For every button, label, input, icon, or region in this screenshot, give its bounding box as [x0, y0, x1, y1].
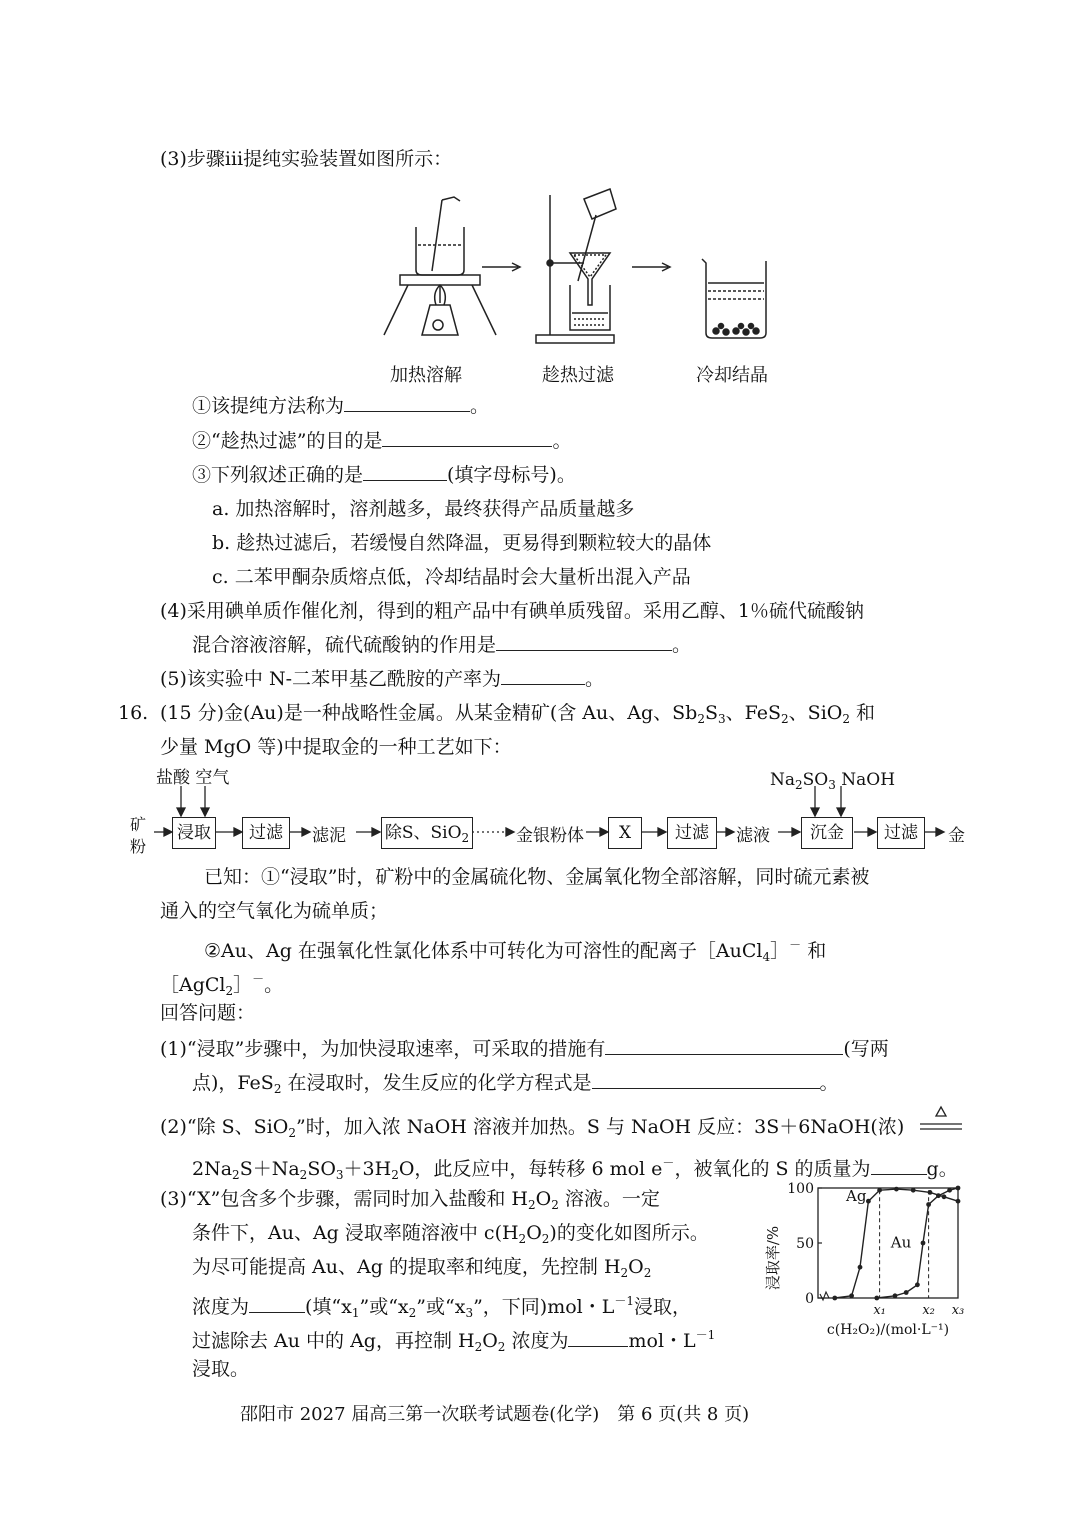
answer-blank[interactable]	[344, 393, 470, 412]
p2-l2-a: 2Na	[192, 1158, 233, 1180]
caption-filtration: 趁热过滤	[542, 365, 614, 386]
q16-l1-d: 和	[849, 702, 876, 724]
apparatus-figure	[370, 185, 790, 355]
p1-tail: (写两	[843, 1038, 889, 1060]
series-label-au: Au	[890, 1233, 912, 1252]
caption-crystallization: 冷却结晶	[696, 365, 768, 386]
p3-l5-b: O	[482, 1330, 498, 1352]
data-point-au	[936, 1193, 941, 1198]
p3-l4-a: 浓度为	[192, 1296, 250, 1318]
answer-blank[interactable]	[871, 1156, 927, 1175]
flow-box-x: X	[608, 817, 642, 849]
heat-equals-sign	[918, 1104, 964, 1138]
series-line-au	[877, 1188, 958, 1298]
answer-blank[interactable]	[592, 1070, 820, 1089]
p3-l1-b: O	[535, 1188, 552, 1210]
y-tick-label: 100	[787, 1181, 814, 1197]
chart-xlabel: c(H₂O₂)/(mol·L⁻¹)	[826, 1322, 950, 1338]
known-2-line2: ［AgCl$_2$］－。	[160, 972, 284, 998]
part3-line4: 浓度为 (填“$x_1$”或“$x_2$”或“$x_3$”，下同)mol・$L^{-1}$浸取，	[192, 1294, 692, 1320]
answer-blank[interactable]	[382, 428, 552, 447]
flow-text-powder: 金银粉体	[516, 826, 584, 846]
q16-l1-b: 、FeS	[725, 702, 782, 724]
axis-break	[820, 1292, 829, 1300]
flow-box-filter3: 过滤	[877, 817, 925, 849]
data-point-ag	[877, 1188, 882, 1193]
series-label-ag: Ag	[846, 1187, 867, 1206]
part3-line6: 浸取。	[192, 1358, 250, 1380]
q4-end: 。	[672, 634, 692, 656]
known-1-line2: 通入的空气氧化为硫单质；	[160, 900, 389, 922]
question-3-1	[192, 393, 489, 419]
p2-l2-c: SO	[307, 1158, 336, 1180]
chart-ylabel: 浸取率/%	[764, 1225, 782, 1291]
q5-end: 。	[585, 668, 605, 690]
answer-blank[interactable]	[363, 462, 447, 481]
known-2-text: ②Au、Ag 在强氧化性氯化体系中可转化为可溶性的配离子［AuCl	[204, 940, 763, 962]
data-point-au	[904, 1290, 909, 1295]
question-16-line2: 少量 MgO 等)中提取金的一种工艺如下：	[160, 736, 512, 758]
data-point-ag	[956, 1199, 961, 1204]
p3-l1-c: 溶液。一定	[558, 1188, 660, 1210]
p3-l4-d: ”或“x	[416, 1296, 466, 1318]
flow-box-precipitate-gold: 沉金	[801, 817, 853, 849]
p3-l2-a: 条件下，Au、Ag 浸取率随溶液中 c(H	[192, 1222, 519, 1244]
data-point-ag	[832, 1296, 837, 1301]
part2-line1: (2)“除 S、SiO$_2$”时，加入浓 NaOH 溶液并加热。S 与 NaOH 反应：3S＋6NaOH(浓)	[160, 1116, 905, 1140]
data-point-au	[926, 1202, 931, 1207]
p3-l2-b: O	[526, 1222, 542, 1244]
question-3-2	[192, 428, 571, 454]
p3-l3-a: 为尽可能提高 Au、Ag 的提取率和纯度，先控制 H	[192, 1256, 621, 1278]
question-16-line1: (15 分)金(Au)是一种战略性金属。从某金精矿(含 Au、Ag、$Sb_2S_3$、FeS$_2$、SiO$_2$ 和	[160, 702, 876, 726]
leach-rate-chart	[760, 1176, 980, 1346]
flow-box-filter2: 过滤	[667, 817, 717, 849]
known-2-and: 和	[801, 940, 827, 962]
p1-l2-pre: 点)，FeS	[192, 1072, 274, 1094]
known-2b-text: ［AgCl	[160, 974, 226, 996]
part1-line2: 点)，FeS$_2$ 在浸取时，发生反应的化学方程式是 。	[192, 1072, 839, 1096]
p2-l1-a: (2)“除 S、SiO	[160, 1116, 289, 1138]
flow-box-filter1: 过滤	[242, 817, 290, 849]
part3-line1: (3)“X”包含多个步骤，需同时加入盐酸和 $H_2O_2$ 溶液。一定	[160, 1188, 660, 1212]
flow-box-leach: 浸取	[172, 817, 216, 849]
p3-l2-c: )的变化如图所示。	[549, 1222, 709, 1244]
data-point-au	[915, 1282, 920, 1287]
option-c: c. 二苯甲酮杂质熔点低，冷却结晶时会大量析出混入产品	[212, 566, 691, 588]
p2-l2-f: ，被氧化的 S 的质量为	[674, 1158, 871, 1180]
p1-text: (1)“浸取”步骤中，为加快浸取速率，可采取的措施有	[160, 1038, 606, 1060]
data-point-ag	[942, 1194, 947, 1199]
data-point-au	[874, 1296, 879, 1301]
answer-blank[interactable]	[249, 1294, 305, 1313]
q16-l1-c: 、SiO	[788, 702, 843, 724]
data-point-au	[893, 1293, 898, 1298]
p3-l4-f: 浸取，	[634, 1296, 692, 1318]
q3-1-end: 。	[470, 395, 490, 417]
known-2-line1: ②Au、Ag 在强氧化性氯化体系中可转化为可溶性的配离子［AuCl$_4$］－ 和	[204, 938, 827, 964]
x-tick-label: x₃	[951, 1303, 965, 1318]
option-b: b. 趁热过滤后，若缓慢自然降温，更易得到颗粒较大的晶体	[212, 532, 712, 554]
page-footer: 邵阳市 2027 届高三第一次联考试题卷(化学) 第 6 页(共 8 页)	[240, 1404, 750, 1425]
part3-line2: 条件下，Au、Ag 浸取率随溶液中 $c(H_2O_2)$的变化如图所示。	[192, 1222, 709, 1246]
data-point-au	[956, 1186, 961, 1191]
known-2-bracket: ］	[770, 940, 790, 962]
p2-l2-e: O，此反应中，每转移 6 mol e	[398, 1158, 663, 1180]
p3-l5-a: 过滤除去 Au 中的 Ag，再控制 H	[192, 1330, 475, 1352]
hot-filtration-apparatus	[536, 189, 616, 343]
heating-dissolution-apparatus	[384, 197, 496, 335]
data-point-ag	[858, 1265, 863, 1270]
q3-2-end: 。	[552, 430, 572, 452]
x-tick-label: x₁	[873, 1303, 886, 1318]
question-4-line1: (4)采用碘单质作催化剂，得到的粗产品中有碘单质残留。采用乙醇、1％硫代硫酸钠	[160, 600, 865, 622]
p2-l2-g: g。	[926, 1158, 958, 1180]
q3-3-end: (填字母标号)。	[447, 464, 576, 486]
p3-l4-b: (填“x	[305, 1296, 352, 1318]
p3-l5-d: mol・L	[628, 1330, 696, 1352]
answer-blank[interactable]	[568, 1328, 628, 1347]
q5-text: (5)该实验中 N-二苯甲基乙酰胺的产率为	[160, 668, 501, 690]
option-a: a. 加热溶解时，溶剂越多，最终获得产品质量越多	[212, 498, 635, 520]
part3-line3: 为尽可能提高 Au、Ag 的提取率和纯度，先控制 $H_2O_2$	[192, 1256, 652, 1280]
answer-blank[interactable]	[605, 1036, 843, 1055]
question-4-line2	[192, 632, 691, 658]
p2-l2-b: S＋Na	[239, 1158, 300, 1180]
data-point-ag	[911, 1188, 916, 1193]
cooling-crystallization-apparatus	[702, 259, 766, 338]
flow-text-filtrate: 滤液	[736, 826, 770, 846]
flow-start-bottom: 粉	[130, 837, 147, 856]
answer-blank[interactable]	[496, 632, 672, 651]
data-point-ag	[849, 1293, 854, 1298]
data-point-au	[921, 1241, 926, 1246]
q16-l1-a: (15 分)金(Au)是一种战略性金属。从某金精矿(含 Au、Ag、Sb	[160, 702, 698, 724]
caption-heating: 加热溶解	[390, 365, 462, 386]
data-point-ag	[866, 1199, 871, 1204]
q3-3-text: ③下列叙述正确的是	[192, 464, 364, 486]
p3-l3-b: O	[628, 1256, 644, 1278]
x-tick-label: x₂	[922, 1303, 935, 1318]
part3-line5: 过滤除去 Au 中的 Ag，再控制 $H_2O_2$ 浓度为 mol・$L^{-1}$	[192, 1328, 716, 1354]
p1-l2-mid: 在浸取时，发生反应的化学方程式是	[281, 1072, 592, 1094]
answer-prompt: 回答问题：	[160, 1002, 256, 1024]
y-tick-label: 0	[805, 1291, 814, 1307]
flow-box-remove-s: 除S、SiO$_2$	[381, 817, 473, 849]
p1-l2-end: 。	[819, 1072, 839, 1094]
flow-reagents-left: 盐酸 空气	[156, 768, 230, 788]
data-point-ag	[928, 1190, 933, 1195]
remove-s-label: 除S、SiO	[384, 823, 462, 843]
p3-l1-a: (3)“X”包含多个步骤，需同时加入盐酸和 H	[160, 1188, 529, 1210]
flow-end-gold: 金	[948, 826, 965, 846]
p2-l2-d: ＋3H	[343, 1158, 392, 1180]
data-point-au	[947, 1188, 952, 1193]
answer-blank[interactable]	[501, 666, 585, 685]
question-5	[160, 666, 604, 692]
reagent-na: Na	[770, 770, 796, 790]
reagent-so: SO	[802, 770, 829, 790]
q4-text: 混合溶液溶解，硫代硫酸钠的作用是	[192, 634, 497, 656]
data-point-ag	[894, 1187, 899, 1192]
known-2b-end: 。	[264, 974, 284, 996]
flow-text-sludge: 滤泥	[312, 826, 346, 846]
flow-start-top: 矿	[130, 815, 147, 834]
known-1-line1: 已知：①“浸取”时，矿粉中的金属硫化物、金属氧化物全部溶解，同时硫元素被	[204, 866, 870, 888]
p2-l1-b: ”时，加入浓 NaOH 溶液并加热。S 与 NaOH 反应：3S＋6NaOH(浓)	[296, 1116, 905, 1138]
p3-l5-c: 浓度为	[505, 1330, 569, 1352]
p3-l4-e: ”，下同)mol・L	[473, 1296, 615, 1318]
question-3-3	[192, 462, 576, 488]
reagent-naoh: NaOH	[835, 770, 896, 790]
part1-line1	[160, 1036, 889, 1062]
q3-2-text: ②“趁热过滤”的目的是	[192, 430, 383, 452]
p3-l4-c: ”或“x	[359, 1296, 409, 1318]
flow-reagents-right: $Na_2SO_3$ NaOH	[770, 770, 896, 792]
question-16-number: 16.	[118, 702, 149, 724]
y-tick-label: 50	[796, 1236, 814, 1252]
q3-1-text: ①该提纯方法称为	[192, 395, 345, 417]
known-2b-bracket: ］	[233, 974, 253, 996]
part2-line2: $2Na_2S+Na_2SO_3+3H_2O$，此反应中，每转移 6 mol e－，被氧化的 S 的质量为 g。	[192, 1156, 958, 1182]
part3-intro: (3)步骤ⅲ提纯实验装置如图所示：	[160, 148, 453, 170]
